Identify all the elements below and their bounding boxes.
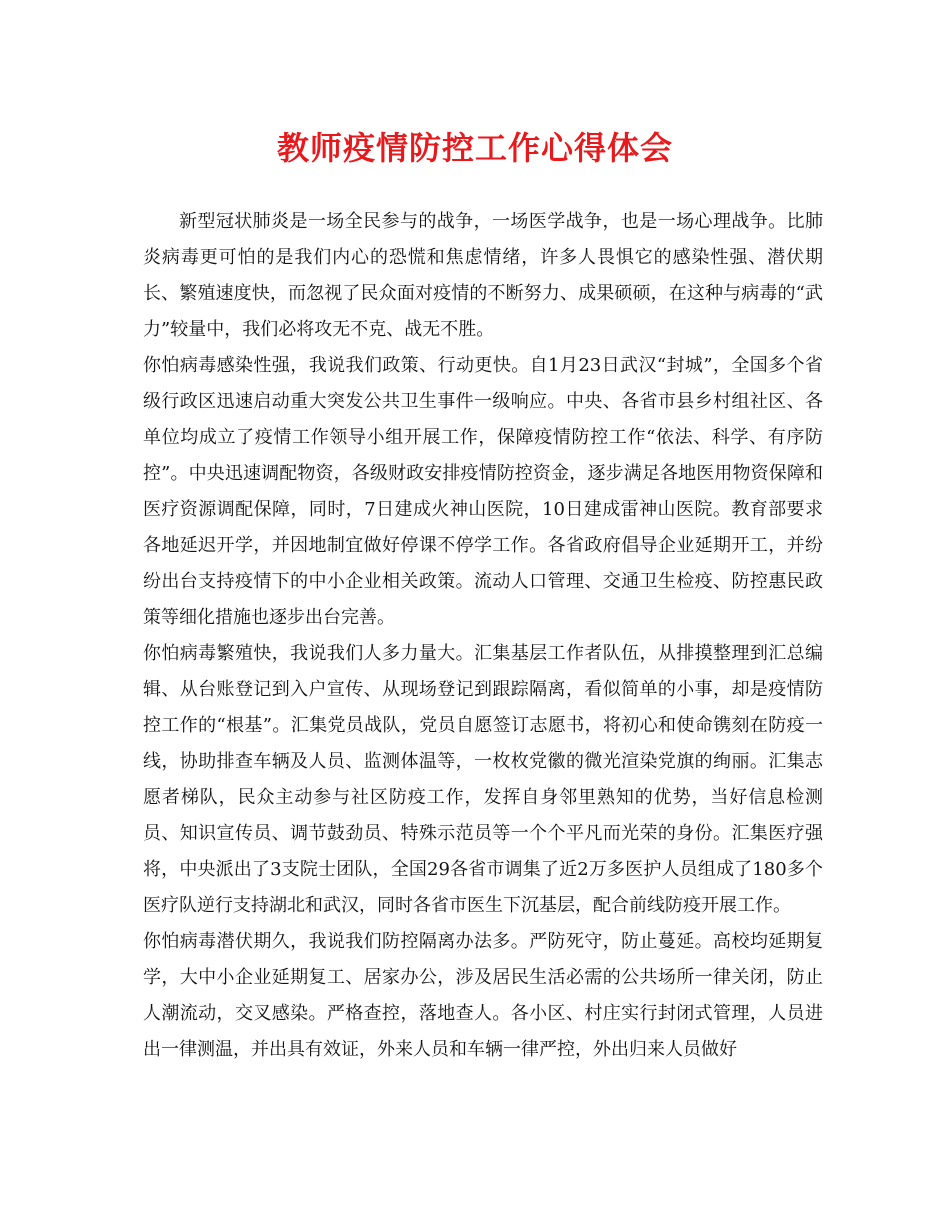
paragraph-infection: 你怕病毒感染性强，我说我们政策、行动更快。自1月23日武汉“封城”，全国多个省级行政区迅速启动重大突发公共卫生事件一级响应。中央、各省市县乡村组社区、各单位均成立了疫情工作领导小组开展工作，保障疫情防控工作“依法、科学、有序防控”。中央迅速调配物资，各级财政安排疫情防控资金，逐步满足各地医用物资保障和医疗资源调配保障，同时，7日建成火神山医院，10日建成雷神山医院。教育部要求各地延迟开学，并因地制宜做好停课不停学工作。各省政府倡导企业延期开工，并纷纷出台支持疫情下的中小企业相关政策。流动人口管理、交通卫生检疫、防控惠民政策等细化措施也逐步出台完善。 xyxy=(143,355,823,628)
paragraph-intro: 新型冠状肺炎是一场全民参与的战争，一场医学战争，也是一场心理战争。比肺炎病毒更可怕的是我们内心的恐慌和焦虑情绪，许多人畏惧它的感染性强、潜伏期长、繁殖速度快，而忽视了民众面对疫情的不断努力、成果硕硕，在这种与病毒的“武力”较量中，我们必将攻无不克、战无不胜。 xyxy=(143,211,823,340)
document-body xyxy=(143,204,823,1068)
paragraph-incubation: 你怕病毒潜伏期久，我说我们防控隔离办法多。严防死守，防止蔓延。高校均延期复学，大中小企业延期复工、居家办公，涉及居民生活必需的公共场所一律关闭，防止人潮流动，交叉感染。严格查控，落地查人。各小区、村庄实行封闭式管理，人员进出一律测温，并出具有效证，外来人员和车辆一律严控，外出归来人员做好 xyxy=(143,931,823,1060)
document-title: 教师疫情防控工作心得体会 xyxy=(276,129,673,167)
paragraph-reproduction: 你怕病毒繁殖快，我说我们人多力量大。汇集基层工作者队伍，从排摸整理到汇总编辑、从台账登记到入户宣传、从现场登记到跟踪隔离，看似简单的小事，却是疫情防控工作的“根基”。汇集党员战队，党员自愿签订志愿书，将初心和使命镌刻在防疫一线，协助排查车辆及人员、监测体温等，一枚枚党徽的微光渲染党旗的绚丽。汇集志愿者梯队，民众主动参与社区防疫工作，发挥自身邻里熟知的优势，当好信息检测员、知识宣传员、调节鼓劲员、特殊示范员等一个个平凡而光荣的身份。汇集医疗强将，中央派出了3支院士团队，全国29各省市调集了近2万多医护人员组成了180多个医疗队逆行支持湖北和武汉，同时各省市医生下沉基层，配合前线防疫开展工作。 xyxy=(143,643,823,916)
